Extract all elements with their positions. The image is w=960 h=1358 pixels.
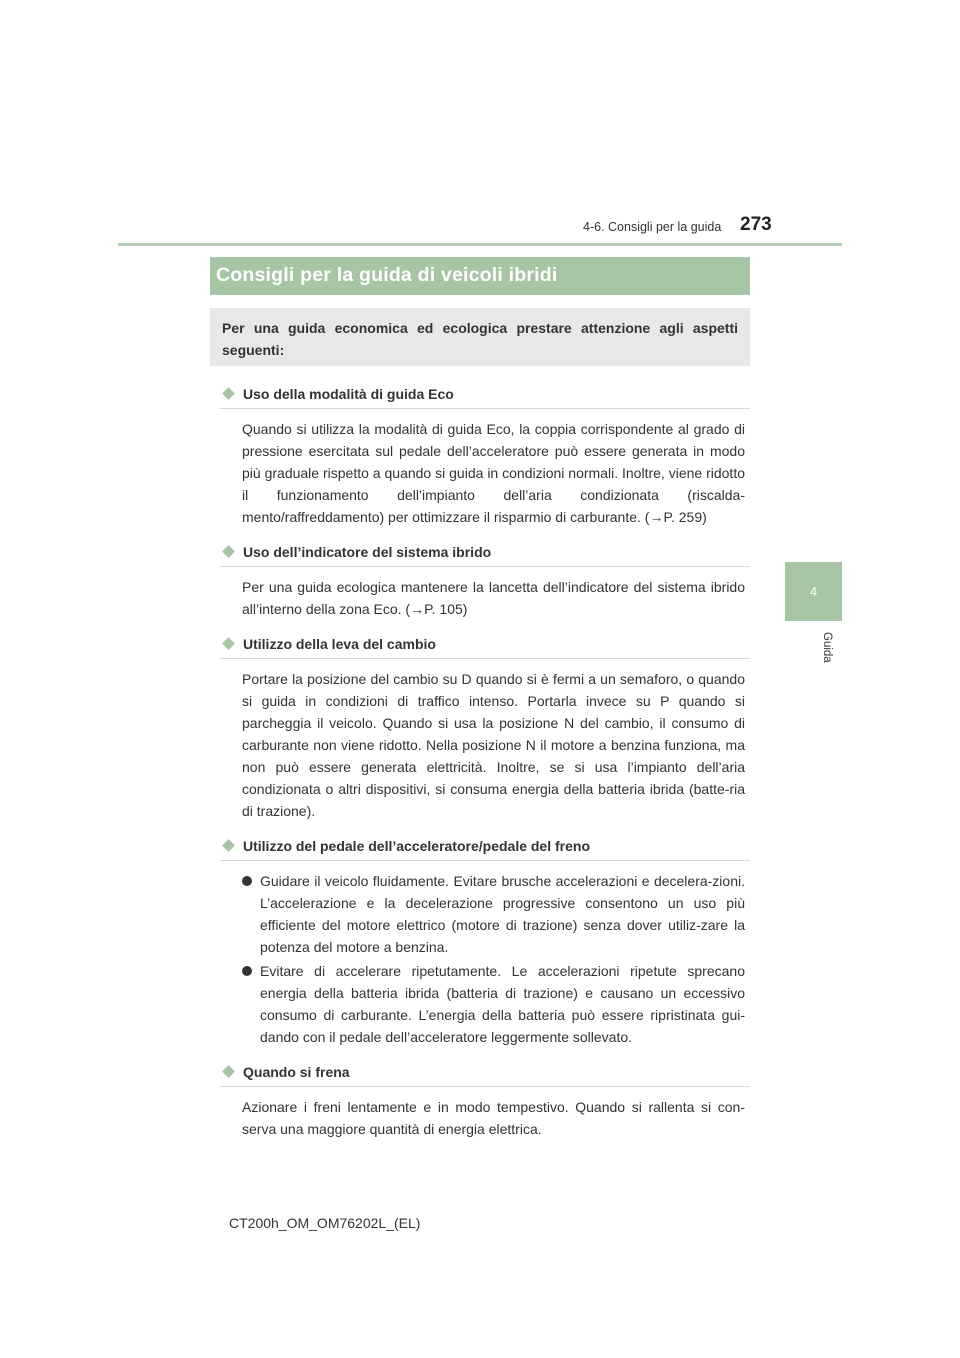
header-rule bbox=[118, 243, 842, 246]
section-paragraph: Azionare i freni lentamente e in modo tempestivo. Quando si rallenta si con-serva una maggiore quantità di energia elettrica. bbox=[242, 1099, 745, 1137]
heading-text: Uso dell’indicatore del sistema ibrido bbox=[243, 544, 492, 560]
diamond-icon bbox=[222, 1065, 235, 1078]
bullet-list bbox=[242, 870, 745, 1048]
bullet-icon bbox=[242, 876, 252, 886]
list-item bbox=[242, 870, 745, 958]
chapter-label bbox=[773, 632, 833, 672]
chapter-number: 4 bbox=[809, 584, 818, 599]
list-item bbox=[242, 960, 745, 1048]
heading-text: Utilizzo della leva del cambio bbox=[243, 636, 436, 652]
section-label: 4-6. Consigli per la guida bbox=[583, 220, 722, 234]
section-paragraph: Per una guida ecologica mantenere la lancetta dell’indicatore del sistema ibrido all’interno della zona Eco. (→P. 105) bbox=[242, 579, 745, 617]
heading-text: Quando si frena bbox=[243, 1064, 350, 1080]
chapter-tab[interactable] bbox=[785, 562, 842, 621]
section-heading-braking bbox=[220, 1058, 750, 1087]
intro-box: Per una guida economica ed ecologica prestare attenzione agli aspetti seguenti: bbox=[210, 308, 750, 366]
bullet-icon bbox=[242, 966, 252, 976]
document-code: CT200h_OM_OM76202L_(EL) bbox=[229, 1215, 421, 1231]
section-paragraph: Quando si utilizza la modalità di guida Eco, la coppia corrispondente al grado di pressione esercitata sul pedale dell’acceleratore può essere generata in modo più graduale rispetto a quando si guida in condizioni normali. Inoltre, viene ridotto il funzionamento dell’impianto dell’aria condizionata (riscalda-mento/raffreddamento) per ottimizzare il risparmio di carburante. (→P. 259) bbox=[242, 421, 745, 525]
heading-text: Utilizzo del pedale dell’acceleratore/pedale del freno bbox=[243, 838, 590, 854]
page-title: Consigli per la guida di veicoli ibridi bbox=[210, 257, 750, 295]
diamond-icon bbox=[222, 839, 235, 852]
page-number: 273 bbox=[740, 214, 772, 235]
diamond-icon bbox=[222, 637, 235, 650]
list-item-text: Evitare di accelerare ripetutamente. Le accelerazioni ripetute sprecano energia della batteria ibrida (batteria di trazione) e causano un eccessivo consumo di carburante. L’energia della batteria può essere ripristinata gui-dando con il pedale dell’acceleratore leggermente sollevato. bbox=[260, 963, 745, 1045]
heading-text: Uso della modalità di guida Eco bbox=[243, 386, 454, 402]
diamond-icon bbox=[222, 387, 235, 400]
section-heading-pedals bbox=[220, 832, 750, 861]
list-item-text: Guidare il veicolo fluidamente. Evitare brusche accelerazioni e decelera-zioni. L’accelerazione e la decelerazione progressive consentono un uso più efficiente del motore elettrico (motore di trazione) senza dover utiliz-zare la potenza del motore a benzina. bbox=[260, 873, 745, 955]
chapter-label-text: Guida bbox=[821, 632, 833, 663]
section-heading-eco-mode bbox=[220, 380, 750, 409]
section-heading-hybrid-indicator bbox=[220, 538, 750, 567]
section-paragraph: Portare la posizione del cambio su D quando si è fermi a un semaforo, o quando si guida in condizioni di traffico intenso. Portarla invece su P quando si parcheggia il veicolo. Quando si usa la posizione N del cambio, il consumo di carburante non viene ridotto. Nella posizione N il motore a benzina funziona, ma non può essere generata elettricità. Inoltre, se si usa l’impianto dell’aria condizionata o altri dispositivi, si consuma energia della batteria ibrida (batte-ria di trazione). bbox=[242, 671, 745, 819]
diamond-icon bbox=[222, 545, 235, 558]
content bbox=[220, 380, 750, 1140]
section-heading-shift-lever bbox=[220, 630, 750, 659]
